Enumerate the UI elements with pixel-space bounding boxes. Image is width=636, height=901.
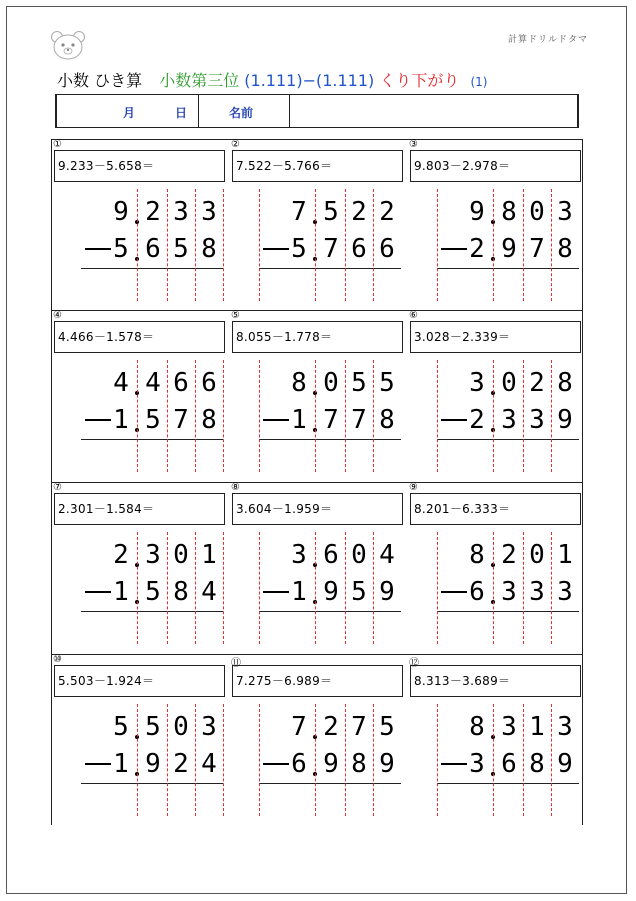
- problem-cell: [229, 654, 405, 818]
- answer-line: [259, 783, 401, 784]
- minuend-digit: 3: [469, 368, 485, 398]
- subtrahend-digit: 4: [201, 577, 217, 607]
- problem-expression: 4.466－1.578＝: [54, 321, 225, 353]
- column-guide-line: [195, 532, 196, 644]
- title-expression: (1.111)−(1.111): [244, 71, 375, 90]
- column-guide-line: [345, 360, 346, 472]
- problem-expression: 8.313－3.689＝: [410, 665, 581, 697]
- subtrahend-digit: 1: [291, 577, 307, 607]
- column-guide-line: [437, 360, 438, 472]
- subtrahend-digit: 9: [557, 405, 573, 435]
- problem-number: ⑤: [231, 310, 240, 321]
- column-guide-line: [345, 189, 346, 301]
- minuend-digit: 1: [557, 540, 573, 570]
- minuend-digit: 5: [113, 712, 129, 742]
- problem-number: ⑦: [53, 482, 62, 493]
- answer-line: [81, 611, 223, 612]
- subtrahend-digit: 9: [379, 749, 395, 779]
- answer-line: [437, 611, 579, 612]
- subtrahend-digit: 8: [201, 405, 217, 435]
- minuend-digit: 5: [379, 712, 395, 742]
- minus-sign: [441, 763, 467, 765]
- problem-cell: [229, 310, 405, 474]
- problem-cell: [51, 654, 227, 818]
- problem-cell: [51, 139, 227, 303]
- subtrahend-digit: 9: [557, 749, 573, 779]
- subtrahend-digit: 7: [323, 234, 339, 264]
- column-guide-line: [437, 189, 438, 301]
- minuend-digit: 8: [291, 368, 307, 398]
- subtrahend-digit: 3: [529, 405, 545, 435]
- minuend-digit: 4: [113, 368, 129, 398]
- problem-number: ⑪: [231, 658, 241, 669]
- brand-label: 計算ドリルドタマ: [508, 35, 589, 45]
- minuend-digit: 7: [291, 712, 307, 742]
- column-guide-line: [223, 360, 224, 472]
- minuend-digit: 3: [201, 712, 217, 742]
- name-field[interactable]: [290, 95, 577, 127]
- minuend-digit: 5: [379, 368, 395, 398]
- minuend-digit: 5: [145, 712, 161, 742]
- name-label-cell: [199, 95, 290, 127]
- minuend-digit: 3: [501, 712, 517, 742]
- column-guide-line: [437, 704, 438, 816]
- column-guide-line: [493, 704, 494, 816]
- minuend-digit: 9: [113, 197, 129, 227]
- minuend-digit: 3: [173, 197, 189, 227]
- problem-number: ⑫: [409, 658, 419, 669]
- problem-cell: [407, 654, 583, 818]
- minuend-digit: 8: [469, 540, 485, 570]
- problem-cell: [407, 310, 583, 474]
- column-guide-line: [315, 704, 316, 816]
- subtrahend-digit: 5: [173, 234, 189, 264]
- worksheet-title: [57, 68, 487, 91]
- minuend-digit: 4: [145, 368, 161, 398]
- minus-sign: [263, 419, 289, 421]
- minus-sign: [85, 763, 111, 765]
- column-guide-line: [137, 189, 138, 301]
- column-guide-line: [137, 532, 138, 644]
- answer-line: [81, 268, 223, 269]
- answer-line: [437, 268, 579, 269]
- minuend-digit: 0: [501, 368, 517, 398]
- minuend-digit: 0: [173, 712, 189, 742]
- column-guide-line: [493, 189, 494, 301]
- problem-expression: 8.055－1.778＝: [232, 321, 403, 353]
- column-guide-line: [137, 704, 138, 816]
- minuend-digit: 0: [529, 197, 545, 227]
- column-guide-line: [137, 360, 138, 472]
- column-guide-line: [223, 704, 224, 816]
- problem-expression: 9.803－2.978＝: [410, 150, 581, 182]
- minus-sign: [441, 591, 467, 593]
- column-guide-line: [195, 189, 196, 301]
- subtrahend-digit: 9: [323, 749, 339, 779]
- problem-expression: 9.233－5.658＝: [54, 150, 225, 182]
- column-guide-line: [551, 532, 552, 644]
- problem-cell: [229, 139, 405, 303]
- minus-sign: [85, 419, 111, 421]
- column-guide-line: [195, 360, 196, 472]
- subtrahend-digit: 1: [113, 577, 129, 607]
- minuend-digit: 0: [173, 540, 189, 570]
- subtrahend-digit: 5: [113, 234, 129, 264]
- column-guide-line: [437, 532, 438, 644]
- name-label: 名前: [229, 106, 254, 120]
- day-label: 日: [175, 106, 188, 120]
- column-guide-line: [373, 532, 374, 644]
- problem-cell: [51, 310, 227, 474]
- answer-line: [437, 439, 579, 440]
- problem-expression: 7.522－5.766＝: [232, 150, 403, 182]
- column-guide-line: [373, 189, 374, 301]
- column-guide-line: [523, 360, 524, 472]
- answer-line: [81, 439, 223, 440]
- column-guide-line: [345, 704, 346, 816]
- problem-expression: 3.604－1.959＝: [232, 493, 403, 525]
- column-guide-line: [259, 189, 260, 301]
- minuend-digit: 3: [145, 540, 161, 570]
- answer-line: [259, 611, 401, 612]
- minuend-digit: 2: [323, 712, 339, 742]
- subtrahend-digit: 8: [351, 749, 367, 779]
- problem-number: ③: [409, 139, 418, 150]
- minuend-digit: 2: [501, 540, 517, 570]
- problem-expression: 8.201－6.333＝: [410, 493, 581, 525]
- column-guide-line: [167, 360, 168, 472]
- date-field[interactable]: [57, 95, 199, 127]
- column-guide-line: [259, 360, 260, 472]
- minuend-digit: 3: [557, 712, 573, 742]
- subtrahend-digit: 5: [351, 577, 367, 607]
- column-guide-line: [223, 189, 224, 301]
- subtrahend-digit: 2: [469, 234, 485, 264]
- subtrahend-digit: 9: [145, 749, 161, 779]
- name-date-box: [55, 94, 579, 128]
- problem-number: ④: [53, 310, 62, 321]
- subtrahend-digit: 4: [201, 749, 217, 779]
- problem-expression: 3.028－2.339＝: [410, 321, 581, 353]
- subtrahend-digit: 8: [173, 577, 189, 607]
- minuend-digit: 3: [201, 197, 217, 227]
- subtrahend-digit: 7: [351, 405, 367, 435]
- answer-line: [437, 783, 579, 784]
- column-guide-line: [195, 704, 196, 816]
- subtrahend-digit: 2: [469, 405, 485, 435]
- subtrahend-digit: 6: [291, 749, 307, 779]
- column-guide-line: [315, 189, 316, 301]
- minuend-digit: 0: [323, 368, 339, 398]
- minuend-digit: 2: [351, 197, 367, 227]
- minuend-digit: 4: [379, 540, 395, 570]
- problem-expression: 5.503－1.924＝: [54, 665, 225, 697]
- minus-sign: [263, 591, 289, 593]
- column-guide-line: [551, 704, 552, 816]
- subtrahend-digit: 3: [469, 749, 485, 779]
- title-subtitle: 小数第三位: [159, 71, 240, 90]
- subtrahend-digit: 8: [379, 405, 395, 435]
- problem-expression: 2.301－1.584＝: [54, 493, 225, 525]
- minus-sign: [85, 591, 111, 593]
- problem-expression: 7.275－6.989＝: [232, 665, 403, 697]
- minuend-digit: 8: [557, 368, 573, 398]
- subtrahend-digit: 1: [113, 749, 129, 779]
- subtrahend-digit: 9: [501, 234, 517, 264]
- subtrahend-digit: 3: [529, 577, 545, 607]
- subtrahend-digit: 8: [529, 749, 545, 779]
- answer-line: [259, 439, 401, 440]
- title-borrow-tag: くり下がり: [379, 71, 460, 90]
- title-sheet-number: (1): [470, 75, 488, 89]
- subtrahend-digit: 5: [145, 577, 161, 607]
- column-guide-line: [259, 532, 260, 644]
- subtrahend-digit: 6: [351, 234, 367, 264]
- problem-number: ⑨: [409, 482, 418, 493]
- minuend-digit: 8: [469, 712, 485, 742]
- subtrahend-digit: 5: [291, 234, 307, 264]
- minuend-digit: 3: [557, 197, 573, 227]
- subtrahend-digit: 5: [145, 405, 161, 435]
- subtrahend-digit: 9: [379, 577, 395, 607]
- problem-number: ②: [231, 139, 240, 150]
- subtrahend-digit: 1: [291, 405, 307, 435]
- minuend-digit: 8: [501, 197, 517, 227]
- column-guide-line: [373, 360, 374, 472]
- subtrahend-digit: 3: [501, 577, 517, 607]
- minuend-digit: 0: [351, 540, 367, 570]
- minus-sign: [85, 248, 111, 250]
- problem-number: ⑧: [231, 482, 240, 493]
- column-guide-line: [315, 360, 316, 472]
- problem-number: ⑩: [53, 654, 62, 665]
- minuend-digit: 1: [201, 540, 217, 570]
- subtrahend-digit: 3: [557, 577, 573, 607]
- problem-cell: [407, 482, 583, 646]
- column-guide-line: [551, 189, 552, 301]
- minuend-digit: 6: [173, 368, 189, 398]
- problem-cell: [51, 482, 227, 646]
- subtrahend-digit: 6: [469, 577, 485, 607]
- column-guide-line: [551, 360, 552, 472]
- column-guide-line: [259, 704, 260, 816]
- subtrahend-digit: 9: [323, 577, 339, 607]
- minus-sign: [441, 248, 467, 250]
- minuend-digit: 7: [351, 712, 367, 742]
- column-guide-line: [167, 704, 168, 816]
- subtrahend-digit: 2: [173, 749, 189, 779]
- subtrahend-digit: 6: [501, 749, 517, 779]
- minus-sign: [263, 763, 289, 765]
- answer-line: [81, 783, 223, 784]
- problem-cell: [407, 139, 583, 303]
- minuend-digit: 2: [379, 197, 395, 227]
- subtrahend-digit: 7: [173, 405, 189, 435]
- column-guide-line: [315, 532, 316, 644]
- minuend-digit: 6: [323, 540, 339, 570]
- subtrahend-digit: 8: [557, 234, 573, 264]
- answer-line: [259, 268, 401, 269]
- minuend-digit: 2: [113, 540, 129, 570]
- minus-sign: [263, 248, 289, 250]
- column-guide-line: [167, 532, 168, 644]
- subtrahend-digit: 3: [501, 405, 517, 435]
- subtrahend-digit: 7: [529, 234, 545, 264]
- column-guide-line: [223, 532, 224, 644]
- minuend-digit: 1: [529, 712, 545, 742]
- minuend-digit: 2: [145, 197, 161, 227]
- bear-face-icon: [50, 30, 86, 60]
- minuend-digit: 6: [201, 368, 217, 398]
- subtrahend-digit: 8: [201, 234, 217, 264]
- problem-cell: [229, 482, 405, 646]
- problem-number: ⑥: [409, 310, 418, 321]
- column-guide-line: [493, 532, 494, 644]
- month-label: 月: [123, 106, 136, 120]
- minuend-digit: 2: [529, 368, 545, 398]
- column-guide-line: [523, 704, 524, 816]
- subtrahend-digit: 6: [145, 234, 161, 264]
- minuend-digit: 9: [469, 197, 485, 227]
- subtrahend-digit: 1: [113, 405, 129, 435]
- title-main: 小数 ひき算: [57, 71, 143, 90]
- minuend-digit: 5: [351, 368, 367, 398]
- problem-number: ①: [53, 139, 62, 150]
- minuend-digit: 7: [291, 197, 307, 227]
- minuend-digit: 3: [291, 540, 307, 570]
- subtrahend-digit: 6: [379, 234, 395, 264]
- column-guide-line: [523, 532, 524, 644]
- column-guide-line: [523, 189, 524, 301]
- minuend-digit: 5: [323, 197, 339, 227]
- column-guide-line: [345, 532, 346, 644]
- column-guide-line: [167, 189, 168, 301]
- minus-sign: [441, 419, 467, 421]
- minuend-digit: 0: [529, 540, 545, 570]
- column-guide-line: [373, 704, 374, 816]
- subtrahend-digit: 7: [323, 405, 339, 435]
- column-guide-line: [493, 360, 494, 472]
